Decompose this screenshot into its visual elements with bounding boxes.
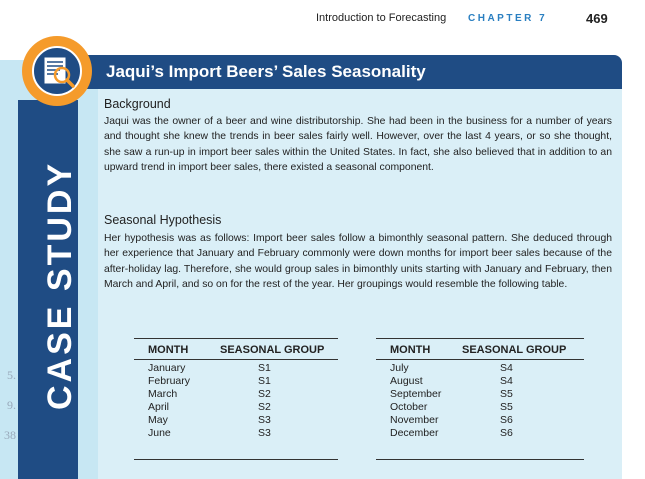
table-row (376, 401, 584, 414)
month-cell: April (148, 401, 170, 413)
sidebar-label: CASE STUDY (41, 160, 79, 410)
season-table-left (134, 338, 338, 460)
case-title: Jaqui’s Import Beers’ Sales Seasonality (106, 62, 426, 81)
month-cell: July (390, 362, 409, 374)
group-cell: S1 (258, 375, 271, 387)
month-cell: May (148, 414, 168, 426)
group-cell: S5 (500, 388, 513, 400)
column-header-month: MONTH (148, 344, 189, 356)
magnifier-document-icon (32, 46, 82, 96)
group-cell: S5 (500, 401, 513, 413)
group-cell: S4 (500, 375, 513, 387)
table-row (376, 414, 584, 427)
case-study-badge (22, 36, 92, 106)
table-row (376, 375, 584, 388)
table-row (134, 362, 338, 375)
table-row (134, 401, 338, 414)
group-cell: S2 (258, 388, 271, 400)
group-cell: S6 (500, 427, 513, 439)
month-cell: October (390, 401, 428, 413)
case-study-sidebar (0, 60, 98, 479)
running-title: Introduction to Forecasting (316, 12, 447, 24)
table-row (134, 375, 338, 388)
group-cell: S3 (258, 427, 271, 439)
table-row (134, 414, 338, 427)
month-cell: June (148, 427, 171, 439)
table-row (134, 388, 338, 401)
month-cell: March (148, 388, 178, 400)
table-rows-left (134, 362, 338, 440)
table-rows-right (376, 362, 584, 440)
case-title-bar (62, 55, 622, 89)
margin-number: 5. (7, 368, 16, 382)
header-rule (376, 359, 584, 360)
header-rule (134, 359, 338, 360)
table-row (134, 427, 338, 440)
margin-number: 9. (7, 398, 16, 412)
chapter-label: CHAPTER 7 (468, 13, 548, 24)
group-cell: S3 (258, 414, 271, 426)
month-cell: September (390, 388, 442, 400)
section-heading-seasonal-hypothesis: Seasonal Hypothesis (104, 213, 222, 227)
group-cell: S4 (500, 362, 513, 374)
table-row (376, 362, 584, 375)
table-row (376, 388, 584, 401)
month-cell: August (390, 375, 423, 387)
group-cell: S2 (258, 401, 271, 413)
magnifier-document-svg (34, 48, 80, 94)
month-cell: November (390, 414, 439, 426)
page-number: 469 (586, 11, 608, 26)
season-table-right (376, 338, 584, 460)
table-row (376, 427, 584, 440)
column-header-seasonal-group: SEASONAL GROUP (220, 344, 325, 356)
column-header-month: MONTH (390, 344, 431, 356)
column-header-seasonal-group: SEASONAL GROUP (462, 344, 567, 356)
page-header (0, 12, 645, 28)
month-cell: February (148, 375, 191, 387)
month-cell: January (148, 362, 186, 374)
section-heading-background: Background (104, 97, 171, 111)
margin-numbers (0, 360, 18, 450)
margin-number: 38 (4, 428, 16, 442)
month-cell: December (390, 427, 439, 439)
section-text-seasonal-hypothesis: Her hypothesis was as follows: Import beer sales follow a bimonthly seasonal pattern. She deduced through her experience that January and February commonly were down months for import beer sales because of the after-holiday lag. Therefore, she would group sales in bimonthly units starting with January and February, then March and April, and so on for the rest of the year. Her groupings would resemble the following table. (104, 233, 612, 290)
section-text-background: Jaqui was the owner of a beer and wine distributorship. She had been in the business for a number of years and thought she knew the trends in beer sales fairly well. However, over the last 4 years, or so she thought, she saw a run-up in import beer sales within the United States. In fact, she also believed that in addition to an upward trend in import beer sales, there existed a seasonal component. (104, 116, 612, 173)
group-cell: S1 (258, 362, 271, 374)
group-cell: S6 (500, 414, 513, 426)
